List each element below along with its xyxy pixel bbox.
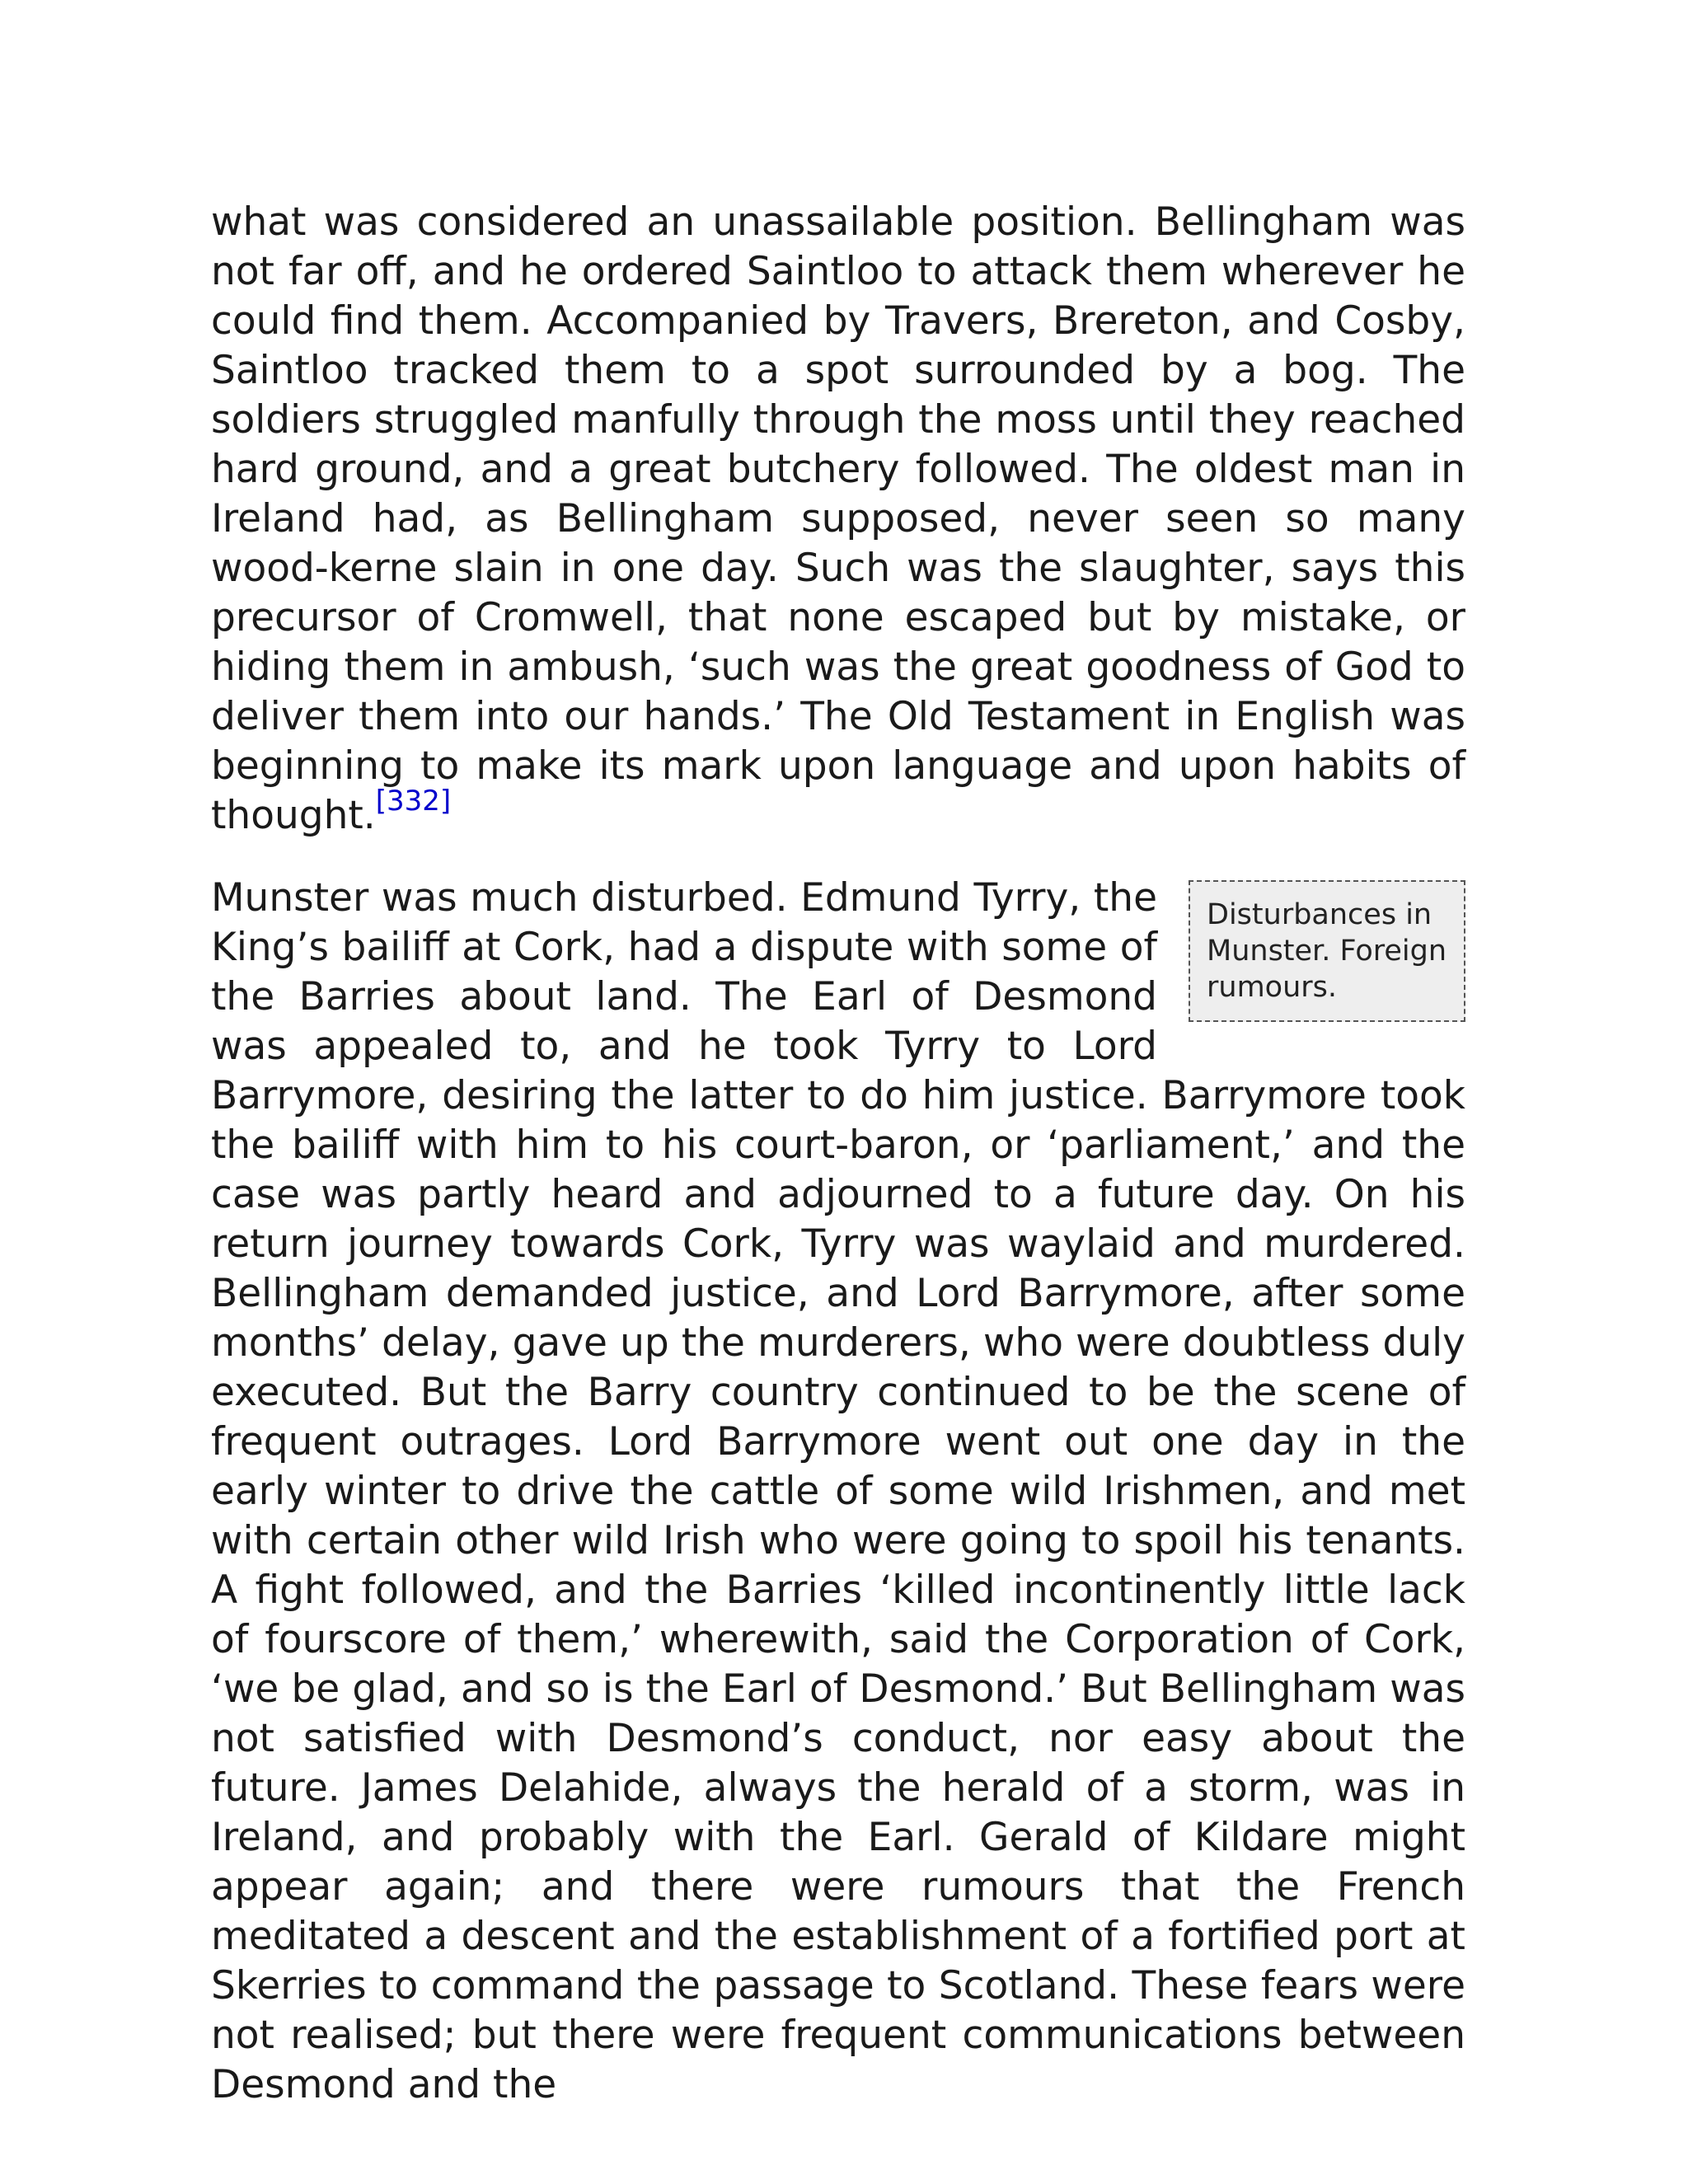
- page-body: [211, 198, 1465, 2110]
- paragraph-text: Munster was much disturbed. Edmund Tyrry, the King’s bailiff at Cork, had a dispute with some of the Barries about land. The Earl of Desmond was appealed to, and he took Tyrry to Lord Barrymore, desiring the latter to do him justice. Barrymore took the bailiff with him to his court-baron, or ‘parliament,’ and the case was partly heard and adjourned to a future day. On his return journey towards Cork, Tyrry was waylaid and murdered. Bellingham demanded justice, and Lord Barrymore, after some months’ delay, gave up the murderers, who were doubtless duly executed. But the Barry country continued to be the scene of frequent outrages. Lord Barrymore went out one day in the early winter to drive the cattle of some wild Irishmen, and met with certain other wild Irish who were going to spoil his tenants. A fight followed, and the Barries ‘killed incontinently little lack of fourscore of them,’ wherewith, said the Corporation of Cork, ‘we be glad, and so is the Earl of Desmond.’ But Bellingham was not satisfied with Desmond’s conduct, nor easy about the future. James Delahide, always the herald of a storm, was in Ireland, and probably with the Earl. Gerald of Kildare might appear again; and there were rumours that the French meditated a descent and the establishment of a fortified port at Skerries to command the passage to Scotland. These fears were not realised; but there were frequent communications between Desmond and the: [211, 875, 1465, 2107]
- footnote-link-332[interactable]: [332]: [375, 785, 452, 818]
- paragraph-munster-disturbances: [211, 874, 1465, 2110]
- paragraph-text: what was considered an unassailable position. Bellingham was not far off, and he ordered Saintloo to attack them wherever he could find them. Accompanied by Travers, Brereton, and Cosby, Saintloo tracked them to a spot surrounded by a bog. The soldiers struggled manfully through the moss until they reached hard ground, and a great butchery followed. The oldest man in Ireland had, as Bellingham supposed, never seen so many wood-kerne slain in one day. Such was the slaughter, says this precursor of Cromwell, that none escaped but by mistake, or hiding them in ambush, ‘such was the great goodness of God to deliver them into our hands.’ The Old Testament in English was beginning to make its mark upon language and upon habits of thought.: [211, 199, 1465, 838]
- sidenote-disturbances-in-munster: Disturbances in Munster. Foreign rumours.: [1189, 880, 1465, 1022]
- paragraph-bellingham-slaughter: [211, 198, 1465, 841]
